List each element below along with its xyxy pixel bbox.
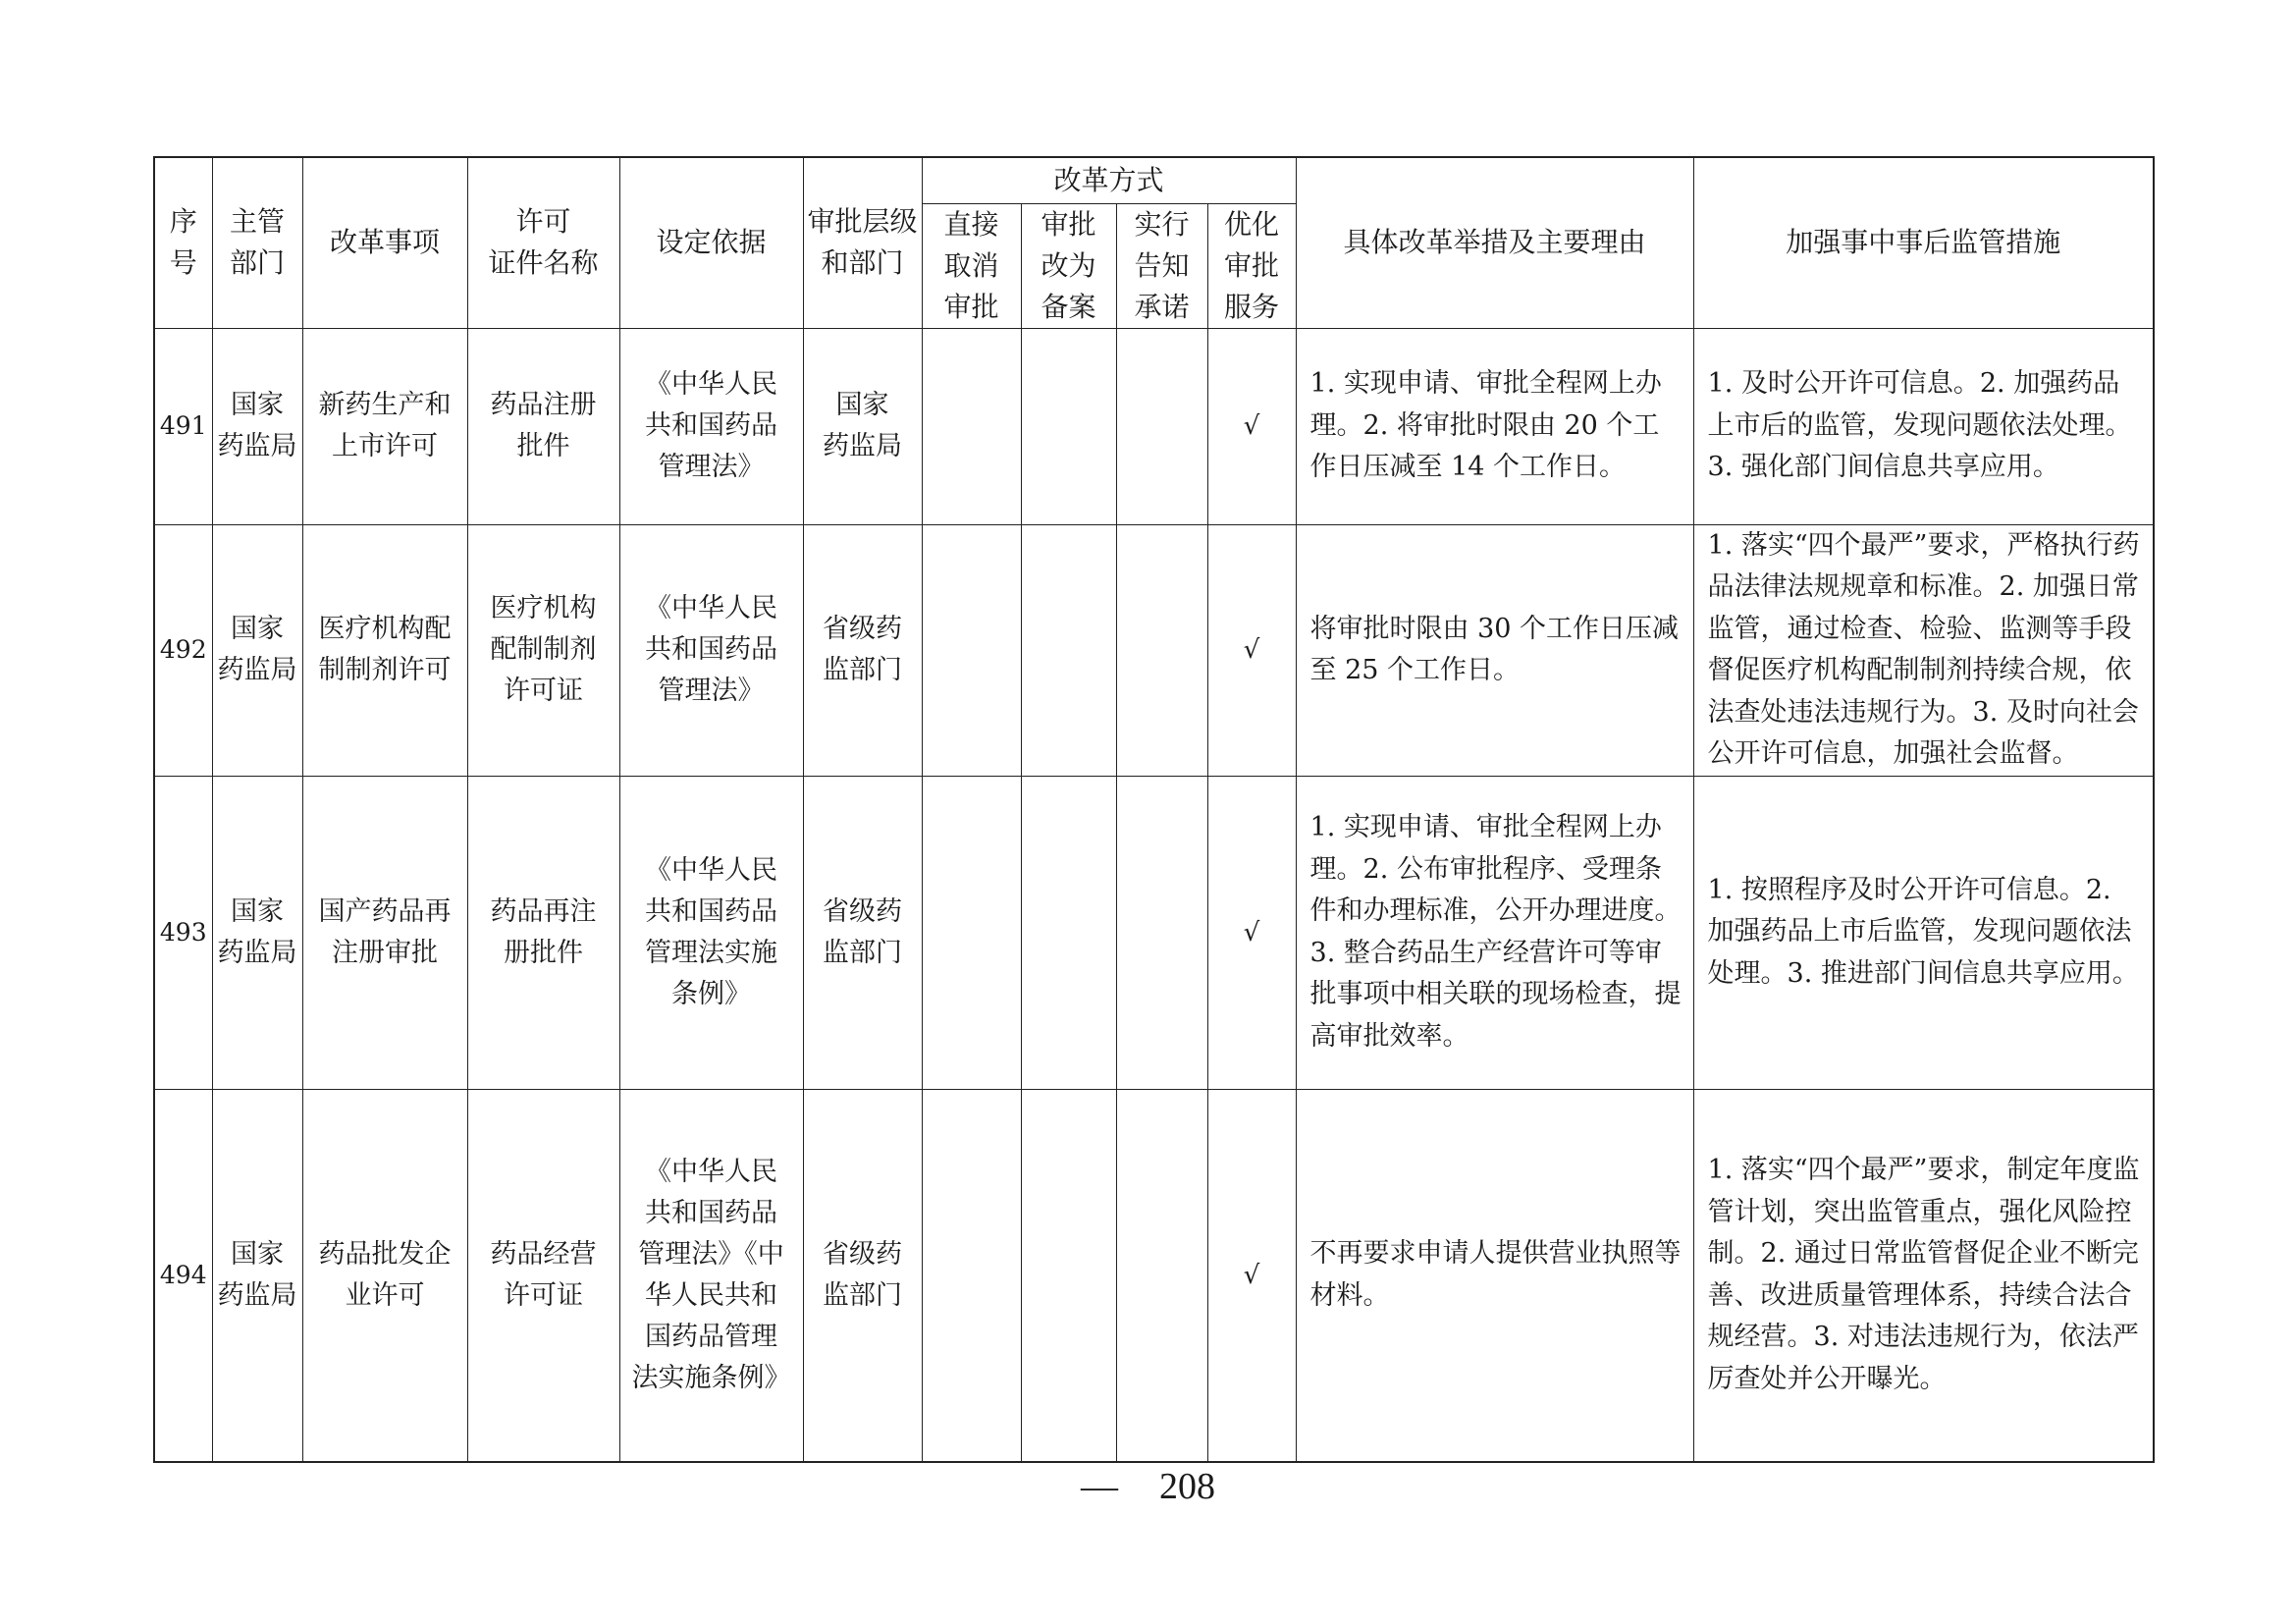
header-supervision: 加强事中事后监管措施 [1693,157,2154,328]
row-item: 药品批发企 业许可 [302,1089,467,1462]
row-mode-filing [1021,328,1116,524]
row-measures: 将审批时限由 30 个工作日压减至 25 个工作日。 [1296,524,1693,776]
row-basis: 《中华人民 共和国药品 管理法》《中 华人民共和 国药品管理 法实施条例》 [619,1089,803,1462]
row-mode-cancel [922,1089,1021,1462]
row-level: 省级药 监部门 [803,1089,922,1462]
header-item: 改革事项 [302,157,467,328]
row-level: 省级药 监部门 [803,524,922,776]
row-supervision: 1. 落实“四个最严”要求，制定年度监管计划，突出监管重点，强化风险控制。2. 通过日常监管督促企业不断完善、改进质量管理体系，持续合法合规经营。3. 对违法违规行为，依法严厉查处并公开曝光。 [1693,1089,2154,1462]
row-supervision: 1. 按照程序及时公开许可信息。2. 加强药品上市后监管，发现问题依法处理。3. 推进部门间信息共享应用。 [1693,776,2154,1089]
table-row [154,328,2154,524]
reform-items-table [153,156,2155,1463]
row-dept: 国家 药监局 [212,524,302,776]
row-mode-optimize-check: √ [1207,328,1296,524]
header-mode-optimize: 优化 审批 服务 [1207,203,1296,328]
row-mode-cancel [922,776,1021,1089]
row-license: 药品注册 批件 [467,328,619,524]
row-dept: 国家 药监局 [212,328,302,524]
header-dept: 主管 部门 [212,157,302,328]
row-license: 药品经营 许可证 [467,1089,619,1462]
row-mode-optimize-check: √ [1207,1089,1296,1462]
header-measures: 具体改革举措及主要理由 [1296,157,1693,328]
header-license: 许可 证件名称 [467,157,619,328]
row-mode-promise [1116,776,1207,1089]
row-item: 医疗机构配 制制剂许可 [302,524,467,776]
row-measures: 1. 实现申请、审批全程网上办理。2. 公布审批程序、受理条件和办理标准，公开办理进度。3. 整合药品生产经营许可等审批事项中相关联的现场检查，提高审批效率。 [1296,776,1693,1089]
row-measures: 不再要求申请人提供营业执照等材料。 [1296,1089,1693,1462]
row-seq: 493 [154,776,212,1089]
page-footer [0,1465,2296,1508]
row-supervision: 1. 落实“四个最严”要求，严格执行药品法律法规规章和标准。2. 加强日常监管，通过检查、检验、监测等手段督促医疗机构配制制剂持续合规，依法查处违法违规行为。3. 及时向社会公开许可信息，加强社会监督。 [1693,524,2154,776]
row-item: 新药生产和 上市许可 [302,328,467,524]
header-mode-cancel: 直接 取消 审批 [922,203,1021,328]
row-seq: 491 [154,328,212,524]
row-mode-filing [1021,1089,1116,1462]
row-license: 药品再注 册批件 [467,776,619,1089]
row-mode-promise [1116,328,1207,524]
row-measures: 1. 实现申请、审批全程网上办理。2. 将审批时限由 20 个工作日压减至 14 个工作日。 [1296,328,1693,524]
row-mode-promise [1116,524,1207,776]
row-dept: 国家 药监局 [212,776,302,1089]
row-seq: 492 [154,524,212,776]
row-mode-cancel [922,328,1021,524]
row-dept: 国家 药监局 [212,1089,302,1462]
header-mode-promise: 实行 告知 承诺 [1116,203,1207,328]
row-supervision: 1. 及时公开许可信息。2. 加强药品上市后的监管，发现问题依法处理。3. 强化部门间信息共享应用。 [1693,328,2154,524]
row-mode-promise [1116,1089,1207,1462]
page-number: 208 [1159,1466,1215,1507]
row-basis: 《中华人民 共和国药品 管理法》 [619,328,803,524]
footer-dash: — [1081,1466,1118,1507]
header-reform-mode: 改革方式 [922,157,1296,203]
row-basis: 《中华人民 共和国药品 管理法》 [619,524,803,776]
row-mode-filing [1021,776,1116,1089]
table-row [154,1089,2154,1462]
row-item: 国产药品再 注册审批 [302,776,467,1089]
table-row [154,524,2154,776]
row-mode-cancel [922,524,1021,776]
row-level: 省级药 监部门 [803,776,922,1089]
header-seq: 序 号 [154,157,212,328]
table-row [154,776,2154,1089]
header-basis: 设定依据 [619,157,803,328]
row-seq: 494 [154,1089,212,1462]
row-license: 医疗机构 配制制剂 许可证 [467,524,619,776]
header-level: 审批层级 和部门 [803,157,922,328]
header-mode-filing: 审批 改为 备案 [1021,203,1116,328]
row-basis: 《中华人民 共和国药品 管理法实施 条例》 [619,776,803,1089]
row-level: 国家 药监局 [803,328,922,524]
row-mode-optimize-check: √ [1207,776,1296,1089]
row-mode-filing [1021,524,1116,776]
row-mode-optimize-check: √ [1207,524,1296,776]
